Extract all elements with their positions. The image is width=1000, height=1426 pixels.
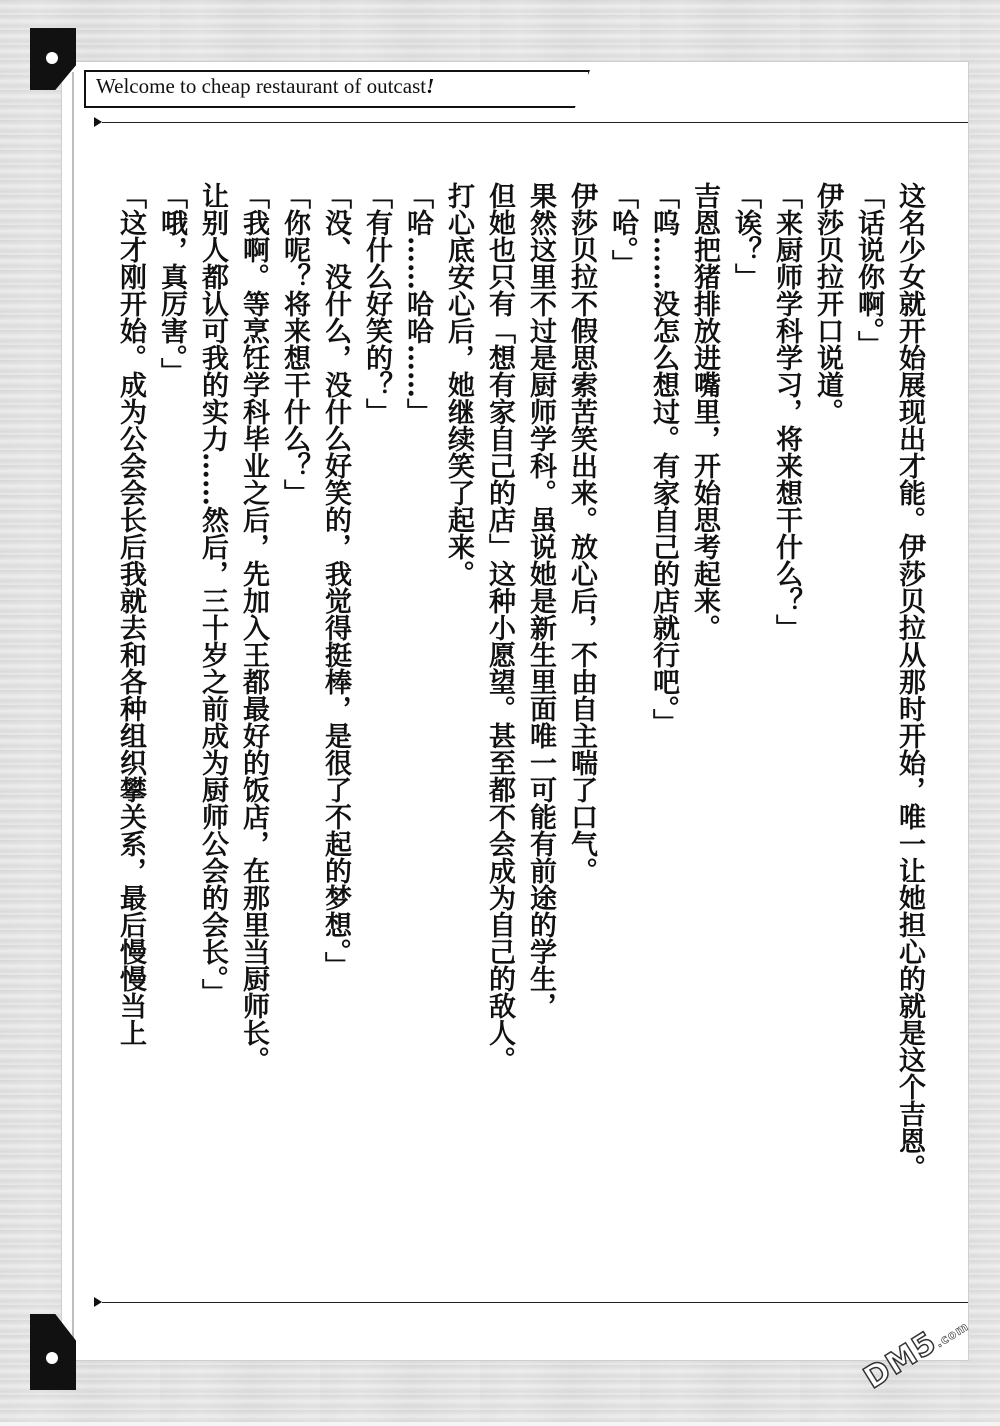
- top-rule: [102, 122, 968, 123]
- text-line: 「这才刚开始。成为公会会长后我就去和各种组织攀关系，最后慢慢当上: [115, 182, 146, 1046]
- corner-dot: [46, 52, 58, 64]
- text-line: 「没、没什么，没什么好笑的，我觉得挺棒，是很了不起的梦想。」: [320, 182, 351, 979]
- text-line: 「有什么好笑的？」: [361, 182, 392, 425]
- bottom-rule-arrow: [94, 1297, 102, 1307]
- bottom-rule: [102, 1302, 968, 1303]
- text-line: 「来厨师学科学习，将来想干什么？」: [771, 182, 802, 641]
- text-line: 「你呢？将来想干什么？」: [279, 182, 310, 506]
- text-line: 果然这里不过是厨师学科。虽说她是新生里面唯一可能有前途的学生，: [525, 182, 556, 1019]
- text-line: 伊莎贝拉不假思索苦笑出来。放心后，不由自主喘了口气。: [566, 182, 597, 884]
- vertical-text-body: [110, 182, 930, 1287]
- top-rule-arrow: [94, 117, 102, 127]
- corner-dot: [46, 1352, 58, 1364]
- text-line: 但她也只有「想有家自己的店」这种小愿望。甚至都不会成为自己的敌人。: [484, 182, 515, 1073]
- text-line: 「哦，真厉害。」: [156, 182, 187, 385]
- page-title: [96, 74, 434, 99]
- text-line: 吉恩把猪排放进嘴里，开始思考起来。: [689, 182, 720, 641]
- text-line: 「呜……没怎么想过。有家自己的店就行吧。」: [648, 182, 679, 736]
- text-line: 打心底安心后，她继续笑了起来。: [443, 182, 474, 587]
- text-line: 「诶？」: [730, 182, 761, 290]
- text-line: 「哈……哈哈……」: [402, 182, 433, 425]
- watermark-sub: .com: [932, 1319, 972, 1351]
- watermark-main: DM5: [857, 1324, 944, 1397]
- text-line: 「哈。」: [607, 182, 638, 277]
- title-exclamation: !: [426, 74, 435, 98]
- title-main: Welcome to cheap restaurant of outcast: [96, 74, 427, 98]
- text-line: 伊莎贝拉开口说道。: [812, 182, 843, 425]
- text-line: 这名少女就开始展现出才能。伊莎贝拉从那时开始，唯一让她担心的就是这个吉恩。: [894, 182, 925, 1181]
- text-line: 「我啊。等烹饪学科毕业之后，先加入王都最好的饭店，在那里当厨师长。: [238, 182, 269, 1073]
- text-line: 让别人都认可我的实力……然后，三十岁之前成为厨师公会的会长。」: [197, 182, 228, 1006]
- text-line: 「话说你啊。」: [853, 182, 884, 358]
